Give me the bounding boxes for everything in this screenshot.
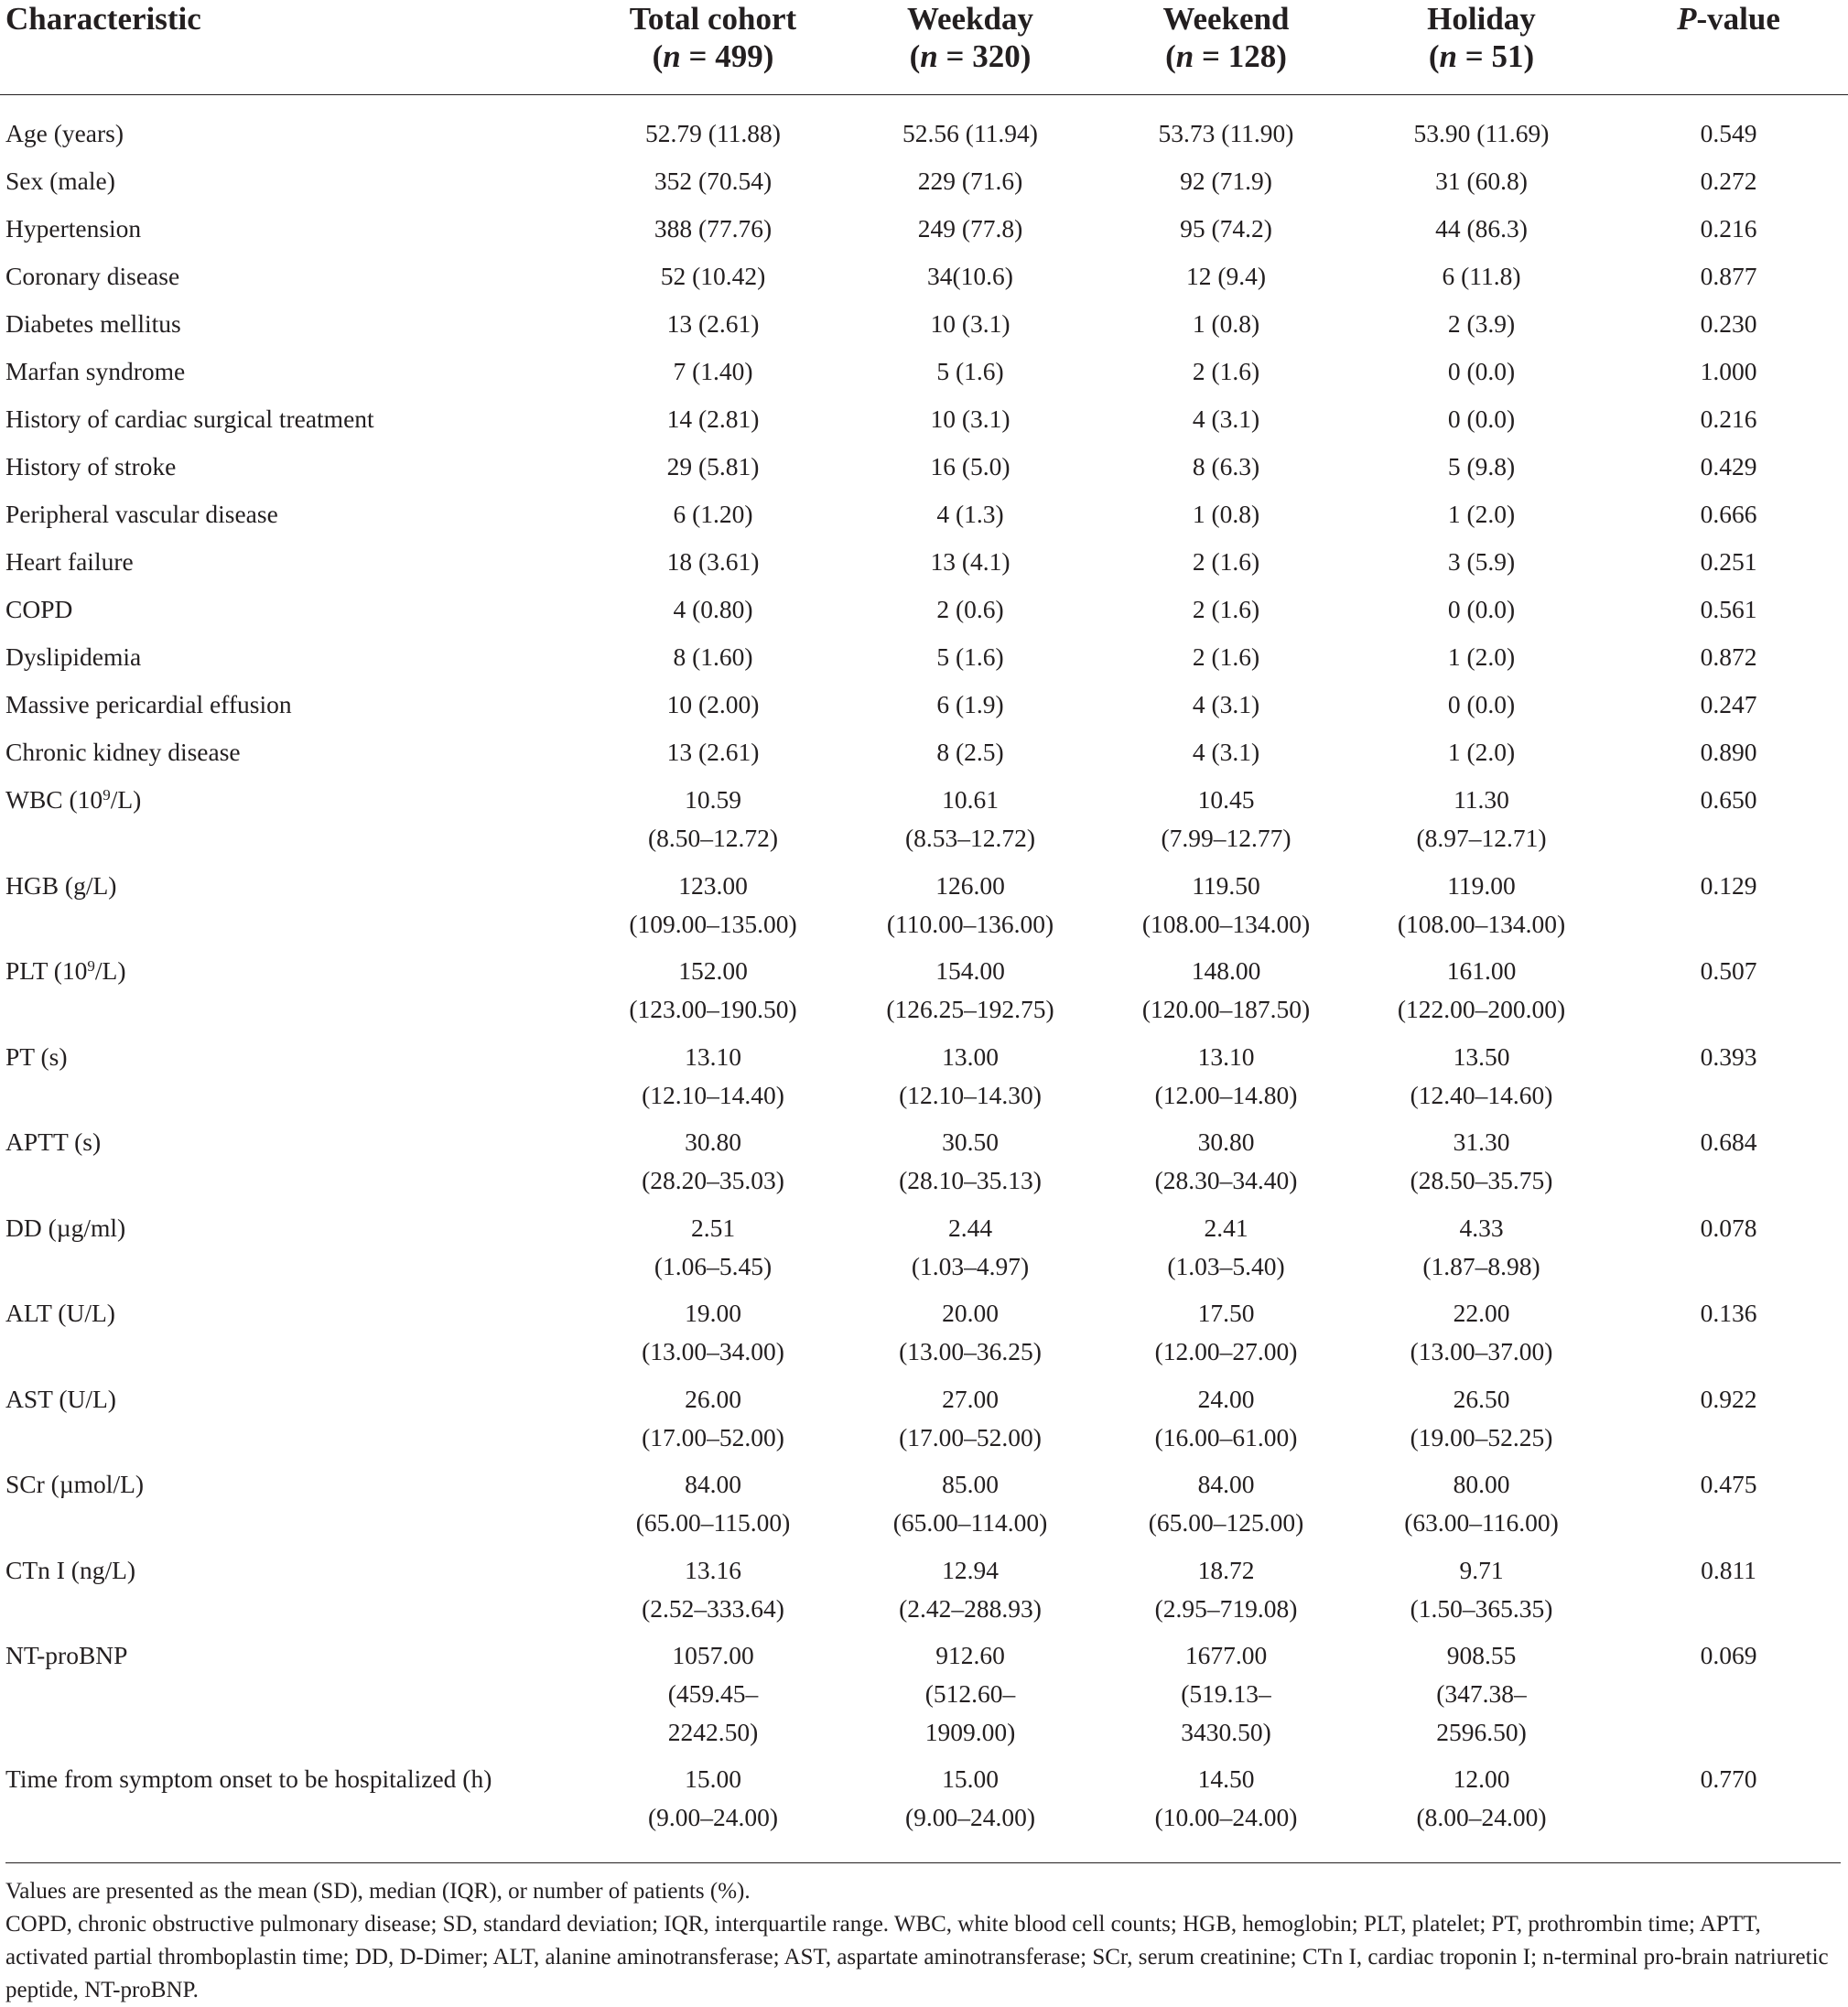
cell-holiday: 26.50 (19.00–52.25): [1410, 1384, 1553, 1451]
cell-weekday: 154.00 (126.25–192.75): [886, 956, 1054, 1023]
cell-total: 13 (2.61): [666, 738, 760, 766]
cell-p-value: 0.429: [1700, 452, 1757, 480]
cell-p-value: 0.507: [1700, 956, 1757, 985]
cell-p-value: 0.393: [1700, 1041, 1757, 1071]
cell-weekday: 10.61 (8.53–12.72): [904, 785, 1036, 852]
cell-weekday: 4 (1.3): [936, 500, 1004, 528]
cell-total: 8 (1.60): [673, 642, 753, 671]
cell-weekend: 12 (9.4): [1185, 262, 1267, 290]
cell-p-value: 0.890: [1700, 738, 1757, 766]
cell-total: 15.00 (9.00–24.00): [647, 1764, 779, 1831]
footnote-abbreviations: COPD, chronic obstructive pulmonary disease; SD, standard deviation; IQR, interquartile range. WBC, white blood cell counts; HGB, hemoglobin; PLT, platelet; PT, prothrombin time; APTT, activated partial thromboplastin time; DD, D-Dimer; ALT, alanine aminotransferase; AST, aspartate aminotransferase; SCr, serum creatinine; CTn I, cardiac troponin I; n-terminal pro-brain natriuretic peptide, NT-proBNP.: [5, 1912, 1829, 2002]
header-holiday-n: (n = 51): [1428, 38, 1535, 74]
table-row: [0, 733, 1848, 781]
table-row: [0, 448, 1848, 495]
row-label: Time from symptom onset to be hospitalized (h): [5, 1764, 492, 1793]
cell-weekday: 229 (71.6): [917, 167, 1023, 195]
header-weekday-label: Weekday: [906, 1, 1034, 37]
header-total-n: (n = 499): [652, 38, 774, 74]
cell-weekend: 17.50 (12.00–27.00): [1154, 1299, 1298, 1365]
cell-total: 352 (70.54): [654, 167, 773, 195]
cell-weekend: 10.45 (7.99–12.77): [1161, 785, 1291, 852]
cell-p-value: 0.650: [1700, 785, 1757, 814]
header-p-value: P-value: [1609, 0, 1848, 95]
header-weekday-n: (n = 320): [909, 38, 1032, 74]
table-row: [0, 952, 1848, 1038]
table-row: [0, 162, 1848, 210]
table-row: [0, 867, 1848, 953]
table-row: [0, 114, 1848, 162]
cell-total: 19.00 (13.00–34.00): [642, 1299, 784, 1365]
table-row: [0, 1038, 1848, 1124]
cell-weekend: 4 (3.1): [1192, 690, 1260, 718]
cell-weekday: 12.94 (2.42–288.93): [899, 1555, 1042, 1623]
cell-weekday: 2.44 (1.03–4.97): [911, 1213, 1030, 1280]
cell-total: 152.00 (123.00–190.50): [629, 956, 797, 1023]
table-row: [0, 210, 1848, 257]
table-footnotes: [5, 1862, 1841, 2007]
cell-holiday: 3 (5.9): [1447, 547, 1516, 576]
cell-weekday: 5 (1.6): [936, 642, 1004, 671]
cell-total: 13.10 (12.10–14.40): [642, 1041, 784, 1109]
cell-weekday: 5 (1.6): [936, 357, 1004, 385]
cell-weekday: 52.56 (11.94): [902, 119, 1038, 147]
cell-weekday: 85.00 (65.00–114.00): [892, 1470, 1048, 1537]
cell-holiday: 0 (0.0): [1447, 595, 1516, 623]
row-label: COPD: [5, 595, 73, 623]
table-row: [0, 1209, 1848, 1295]
header-characteristic: Characteristic: [0, 0, 584, 95]
header-weekend: [1098, 0, 1354, 95]
row-label: Age (years): [5, 119, 124, 147]
cell-holiday: 6 (11.8): [1442, 262, 1521, 290]
row-label: Dyslipidemia: [5, 642, 142, 671]
table-row: [0, 1551, 1848, 1637]
table-row: [0, 590, 1848, 638]
cell-holiday: 80.00 (63.00–116.00): [1404, 1470, 1559, 1537]
cell-p-value: 0.684: [1700, 1128, 1757, 1156]
cell-weekend: 95 (74.2): [1180, 214, 1272, 243]
cell-weekday: 10 (3.1): [930, 405, 1010, 433]
cell-weekday: 126.00 (110.00–136.00): [886, 870, 1054, 938]
cell-p-value: 0.549: [1700, 119, 1757, 147]
row-label: SCr (µmol/L): [5, 1470, 145, 1498]
cell-total: 13.16 (2.52–333.64): [642, 1555, 784, 1623]
cell-weekday: 6 (1.9): [936, 690, 1004, 718]
cell-holiday: 1 (2.0): [1447, 738, 1516, 766]
cell-weekday: 20.00 (13.00–36.25): [899, 1299, 1042, 1365]
table-row: [0, 1636, 1848, 1760]
table-row: [0, 1294, 1848, 1380]
cell-weekend: 18.72 (2.95–719.08): [1154, 1555, 1298, 1623]
row-label: Marfan syndrome: [5, 357, 186, 385]
cell-total: 26.00 (17.00–52.00): [642, 1384, 784, 1451]
cell-p-value: 0.475: [1700, 1470, 1757, 1498]
cell-total: 4 (0.80): [673, 595, 753, 623]
cell-holiday: 908.55 (347.38– 2596.50): [1436, 1641, 1527, 1746]
cell-holiday: 5 (9.8): [1447, 452, 1516, 480]
row-label: NT-proBNP: [5, 1641, 128, 1669]
table-row: [0, 257, 1848, 305]
cell-total: 30.80 (28.20–35.03): [642, 1128, 784, 1194]
row-label: Heart failure: [5, 547, 134, 576]
cell-p-value: 0.216: [1700, 214, 1757, 243]
table-header: [0, 0, 1848, 95]
row-label: Massive pericardial effusion: [5, 690, 292, 718]
cell-total: 18 (3.61): [666, 547, 760, 576]
row-label: PLT $(10^9/L)$: [5, 956, 126, 985]
header-weekend-n: (n = 128): [1165, 38, 1287, 74]
cell-holiday: 13.50 (12.40–14.60): [1410, 1041, 1553, 1109]
header-total-cohort: [584, 0, 842, 95]
cell-p-value: 0.251: [1700, 547, 1757, 576]
cell-weekend: 4 (3.1): [1192, 405, 1260, 433]
cell-p-value: 0.922: [1700, 1384, 1757, 1413]
cell-weekend: 92 (71.9): [1180, 167, 1272, 195]
cell-p-value: 0.247: [1700, 690, 1757, 718]
cell-weekend: 84.00 (65.00–125.00): [1148, 1470, 1304, 1537]
cell-total: 10 (2.00): [666, 690, 760, 718]
cell-weekend: 13.10 (12.00–14.80): [1154, 1041, 1298, 1109]
cell-weekday: 30.50 (28.10–35.13): [899, 1128, 1042, 1194]
cell-weekday: 34(10.6): [927, 262, 1013, 290]
cell-total: 1057.00 (459.45– 2242.50): [667, 1641, 759, 1746]
row-label: History of stroke: [5, 452, 177, 480]
cell-holiday: 11.30 (8.97–12.71): [1416, 785, 1547, 852]
row-label: WBC $(10^9/L)$: [5, 785, 142, 814]
cell-holiday: 2 (3.9): [1447, 309, 1516, 338]
row-label: History of cardiac surgical treatment: [5, 405, 374, 433]
cell-weekend: 2 (1.6): [1192, 547, 1260, 576]
row-label: Coronary disease: [5, 262, 180, 290]
table-row: [0, 685, 1848, 733]
cell-weekday: 912.60 (512.60– 1909.00): [924, 1641, 1016, 1746]
header-weekend-label: Weekend: [1162, 1, 1290, 37]
cell-weekend: 14.50 (10.00–24.00): [1154, 1764, 1298, 1831]
cell-p-value: 0.872: [1700, 642, 1757, 671]
cell-total: 388 (77.76): [654, 214, 773, 243]
cell-total: 2.51 (1.06–5.45): [654, 1213, 773, 1280]
row-label: Sex (male): [5, 167, 115, 195]
cell-holiday: 0 (0.0): [1447, 357, 1516, 385]
row-label: Diabetes mellitus: [5, 309, 181, 338]
cell-p-value: 0.877: [1700, 262, 1757, 290]
table-row: [0, 1380, 1848, 1466]
cell-holiday: 119.00 (108.00–134.00): [1397, 870, 1566, 938]
row-label: CTn I (ng/L): [5, 1555, 136, 1584]
cell-p-value: 0.811: [1701, 1555, 1756, 1584]
cell-holiday: 4.33 (1.87–8.98): [1422, 1213, 1540, 1280]
cell-p-value: 0.136: [1700, 1299, 1757, 1327]
table-row: [0, 305, 1848, 352]
table-row: [0, 781, 1848, 867]
cell-total: 10.59 (8.50–12.72): [647, 785, 779, 852]
cell-p-value: 0.272: [1700, 167, 1757, 195]
cell-weekday: 15.00 (9.00–24.00): [904, 1764, 1036, 1831]
cell-total: 123.00 (109.00–135.00): [629, 870, 797, 938]
cell-weekday: 13 (4.1): [930, 547, 1010, 576]
cell-weekend: 148.00 (120.00–187.50): [1141, 956, 1311, 1023]
cell-holiday: 0 (0.0): [1447, 690, 1516, 718]
cell-p-value: 0.078: [1700, 1213, 1757, 1242]
row-label: AST (U/L): [5, 1384, 116, 1413]
cell-holiday: 0 (0.0): [1447, 405, 1516, 433]
cell-holiday: 44 (86.3): [1435, 214, 1528, 243]
cell-total: 52.79 (11.88): [645, 119, 781, 147]
cell-holiday: 31.30 (28.50–35.75): [1410, 1128, 1553, 1194]
cell-weekend: 2.41 (1.03–5.40): [1167, 1213, 1285, 1280]
table-row: [0, 1123, 1848, 1209]
cell-p-value: 0.561: [1700, 595, 1757, 623]
table-row: [0, 543, 1848, 590]
header-holiday-label: Holiday: [1427, 1, 1536, 37]
table-row: [0, 1465, 1848, 1551]
cell-total: 84.00 (65.00–115.00): [635, 1470, 791, 1537]
row-label: ALT (U/L): [5, 1299, 115, 1327]
cell-p-value: 0.770: [1700, 1764, 1757, 1793]
cell-holiday: 31 (60.8): [1435, 167, 1528, 195]
table-row: [0, 1760, 1848, 1846]
cell-weekday: 27.00 (17.00–52.00): [899, 1384, 1042, 1451]
cell-p-value: 0.216: [1700, 405, 1757, 433]
cell-total: 14 (2.81): [666, 405, 760, 433]
cell-weekend: 1677.00 (519.13– 3430.50): [1181, 1641, 1271, 1746]
table-row: [0, 638, 1848, 685]
cell-holiday: 161.00 (122.00–200.00): [1397, 956, 1566, 1023]
cell-weekend: 1 (0.8): [1192, 500, 1260, 528]
row-label: Peripheral vascular disease: [5, 500, 278, 528]
footnote-values: Values are presented as the mean (SD), median (IQR), or number of patients (%).: [5, 1879, 751, 1904]
cell-p-value: 0.069: [1700, 1641, 1757, 1669]
cell-weekend: 53.73 (11.90): [1158, 119, 1294, 147]
cell-total: 6 (1.20): [673, 500, 753, 528]
cell-p-value: 0.666: [1700, 500, 1757, 528]
cell-weekday: 249 (77.8): [917, 214, 1023, 243]
row-label: Chronic kidney disease: [5, 738, 241, 766]
cell-holiday: 53.90 (11.69): [1413, 119, 1550, 147]
row-label: DD (µg/ml): [5, 1213, 126, 1242]
cell-weekend: 2 (1.6): [1192, 642, 1260, 671]
cell-weekend: 1 (0.8): [1192, 309, 1260, 338]
cell-weekday: 13.00 (12.10–14.30): [899, 1041, 1042, 1109]
header-total-label: Total cohort: [629, 1, 797, 37]
cell-holiday: 1 (2.0): [1447, 500, 1516, 528]
cell-holiday: 22.00 (13.00–37.00): [1410, 1299, 1553, 1365]
row-label: PT (s): [5, 1041, 68, 1071]
cell-weekend: 2 (1.6): [1192, 595, 1260, 623]
cell-p-value: 0.230: [1700, 309, 1757, 338]
header-holiday: [1354, 0, 1609, 95]
cell-weekend: 24.00 (16.00–61.00): [1154, 1384, 1298, 1451]
cell-total: 13 (2.61): [666, 309, 760, 338]
table-body: [0, 95, 1848, 1846]
cell-holiday: 12.00 (8.00–24.00): [1416, 1764, 1547, 1831]
table-row: [0, 352, 1848, 400]
cell-holiday: 9.71 (1.50–365.35): [1410, 1555, 1553, 1623]
cell-total: 7 (1.40): [673, 357, 753, 385]
cell-weekend: 8 (6.3): [1192, 452, 1260, 480]
cell-weekday: 10 (3.1): [930, 309, 1010, 338]
row-label: Hypertension: [5, 214, 142, 243]
cell-total: 29 (5.81): [666, 452, 760, 480]
cell-weekend: 30.80 (28.30–34.40): [1154, 1128, 1298, 1194]
cell-weekday: 8 (2.5): [936, 738, 1004, 766]
cell-weekend: 119.50 (108.00–134.00): [1141, 870, 1311, 938]
header-weekday: [842, 0, 1098, 95]
cell-weekend: 2 (1.6): [1192, 357, 1260, 385]
table-row: [0, 400, 1848, 448]
row-label: APTT (s): [5, 1128, 102, 1156]
row-label: HGB (g/L): [5, 870, 117, 900]
cell-total: 52 (10.42): [660, 262, 766, 290]
cell-holiday: 1 (2.0): [1447, 642, 1516, 671]
cell-weekday: 16 (5.0): [930, 452, 1010, 480]
table-row: [0, 495, 1848, 543]
cell-weekend: 4 (3.1): [1192, 738, 1260, 766]
cell-weekday: 2 (0.6): [936, 595, 1004, 623]
cell-p-value: 1.000: [1700, 357, 1757, 385]
cell-p-value: 0.129: [1700, 870, 1757, 900]
